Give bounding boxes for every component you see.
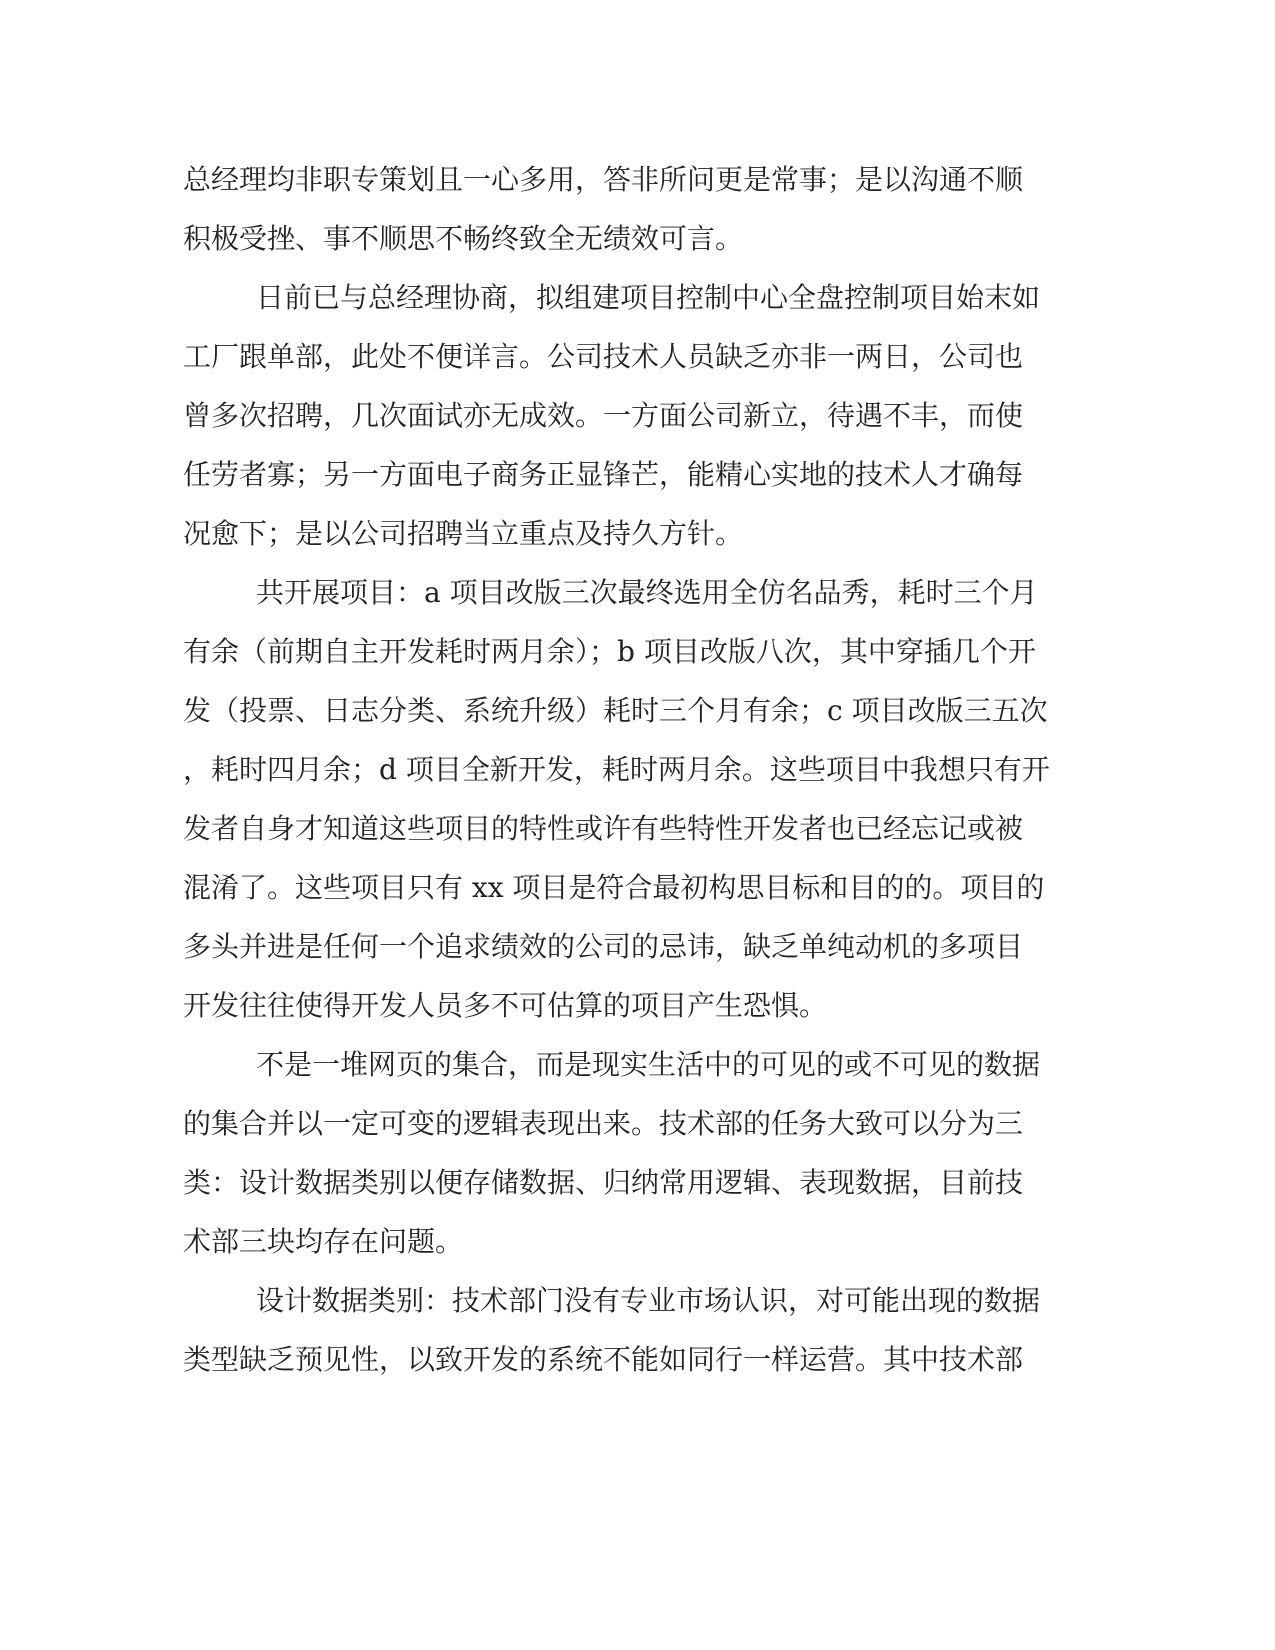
text-line: 任劳者寡；另一方面电子商务正显锋芒，能精心实地的技术人才确每 bbox=[183, 458, 1024, 491]
text-line: 的集合并以一定可变的逻辑表现出来。技术部的任务大致可以分为三 bbox=[183, 1107, 1024, 1140]
paragraph-start-line: 设计数据类别：技术部门没有专业市场认识，对可能出现的数据 bbox=[256, 1284, 1041, 1317]
body-text bbox=[183, 150, 1063, 1389]
text-line: 总经理均非职专策划且一心多用，答非所问更是常事；是以沟通不顺 bbox=[183, 163, 1024, 196]
paragraph-start-line: 不是一堆网页的集合，而是现实生活中的可见的或不可见的数据 bbox=[256, 1048, 1041, 1081]
text-line: 况愈下；是以公司招聘当立重点及持久方针。 bbox=[183, 517, 744, 550]
text-line: 积极受挫、事不顺思不畅终致全无绩效可言。 bbox=[183, 222, 744, 255]
text-line: 开发往往使得开发人员多不可估算的项目产生恐惧。 bbox=[183, 989, 828, 1022]
text-line: 发（投票、日志分类、系统升级）耗时三个月有余；c 项目改版三五次 bbox=[183, 694, 1048, 727]
paragraph-start-line: 共开展项目：a 项目改版三次最终选用全仿名品秀，耗时三个月 bbox=[256, 576, 1038, 609]
text-line: ，耗时四月余；d 项目全新开发，耗时两月余。这些项目中我想只有开 bbox=[183, 753, 1050, 786]
paragraph-start-line: 日前已与总经理协商，拟组建项目控制中心全盘控制项目始末如 bbox=[256, 281, 1041, 314]
text-line: 发者自身才知道这些项目的特性或许有些特性开发者也已经忘记或被 bbox=[183, 812, 1024, 845]
text-line: 工厂跟单部，此处不便详言。公司技术人员缺乏亦非一两日，公司也 bbox=[183, 340, 1024, 373]
text-line: 有余（前期自主开发耗时两月余）；b 项目改版八次，其中穿插几个开 bbox=[183, 635, 1036, 668]
text-line: 曾多次招聘，几次面试亦无成效。一方面公司新立，待遇不丰，而使 bbox=[183, 399, 1024, 432]
text-line: 类：设计数据类别以便存储数据、归纳常用逻辑、表现数据，目前技 bbox=[183, 1166, 1024, 1199]
text-line: 混淆了。这些项目只有 xx 项目是符合最初构思目标和目的的。项目的 bbox=[183, 871, 1045, 904]
text-line: 类型缺乏预见性，以致开发的系统不能如同行一样运营。其中技术部 bbox=[183, 1343, 1024, 1376]
text-line: 术部三块均存在问题。 bbox=[183, 1225, 464, 1258]
text-line: 多头并进是任何一个追求绩效的公司的忌讳，缺乏单纯动机的多项目 bbox=[183, 930, 1024, 963]
